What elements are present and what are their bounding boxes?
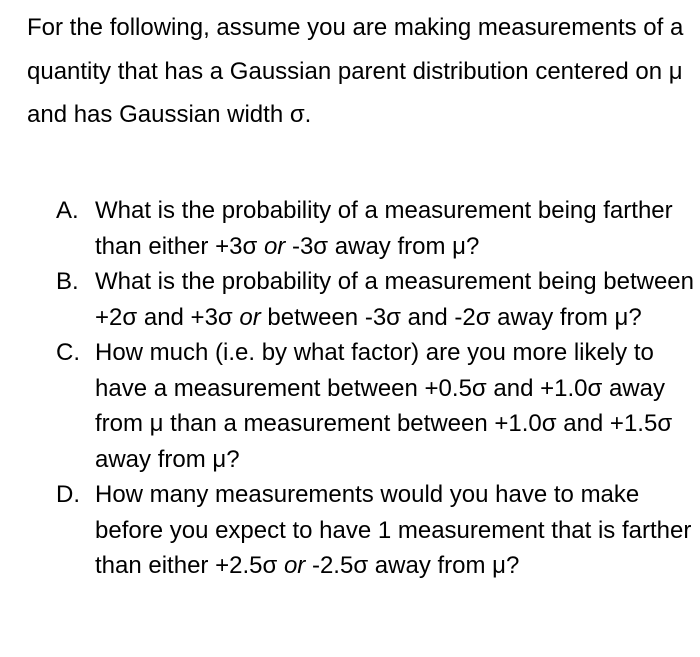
- question-d: [56, 477, 696, 584]
- question-text: What is the probability of a measurement being farther than either +3σ or -3σ away from μ?: [95, 197, 673, 260]
- question-b: [56, 264, 696, 335]
- question-letter: A.: [56, 197, 79, 224]
- question-letter: C.: [56, 339, 80, 366]
- question-a: [56, 193, 696, 264]
- question-c: [56, 335, 696, 477]
- emphasis-or: or: [239, 303, 261, 331]
- question-letter: D.: [56, 481, 80, 508]
- emphasis-or: or: [283, 552, 306, 579]
- intro-paragraph: For the following, assume you are making measurements of a quantity that has a Gaussian parent distribution centered on μ and has Gaussian width σ.: [27, 14, 684, 128]
- emphasis-or: or: [263, 232, 286, 260]
- question-list: [56, 193, 696, 584]
- question-text: How many measurements would you have to make before you expect to have 1 measurement that is farther than either +2.5σ or -2.5σ away from μ?: [95, 481, 692, 579]
- question-letter: B.: [56, 268, 79, 295]
- question-text: How much (i.e. by what factor) are you more likely to have a measurement between +0.5σ and +1.0σ away from μ than a measurement between +1.0σ and +1.5σ away from μ?: [95, 339, 673, 473]
- question-text: What is the probability of a measurement being between +2σ and +3σ or between -3σ and -2σ away from μ?: [95, 268, 695, 331]
